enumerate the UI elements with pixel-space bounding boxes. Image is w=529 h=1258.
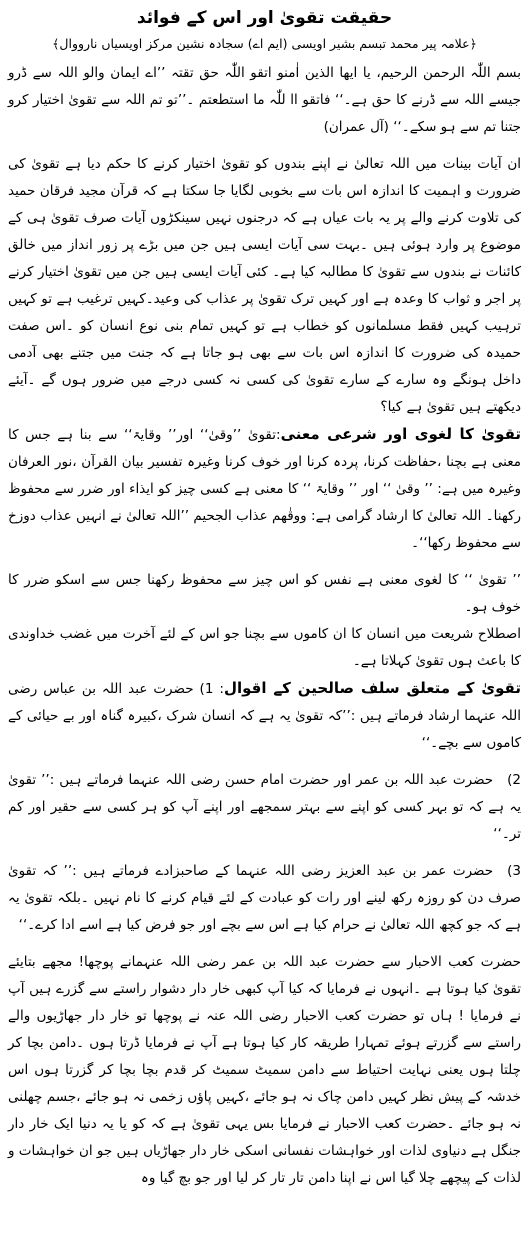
- section-heading-sayings: تقویٰ کے متعلق سلف صالحین کے اقوال: [223, 679, 521, 697]
- paragraph-meaning-text: :تقویٰ ’’وقیٰ‘‘ اور’’ وقایۃ‘‘ سے بنا ہے جس کا معنی ہے بچنا ،حفاظت کرنا، پردہ کرنا اور خوف کرنا وغیرہ تفسیر بیان القرآن ،نور العرفان وغیرہ میں ہے: ’’ وقیٰ ‘‘ اور ’’ وقایۃ ‘‘ کا معنی ہے کسی چیز کو ایذاء اور ضرر سے محفوظ رکھنا۔ اللہ تعالیٰ کا ارشاد گرامی ہے: ووقٰھم عذاب الجحیم ’’اللہ تعالیٰ نے انہیں عذاب دوزخ سے محفوظ رکھا‘‘۔: [8, 427, 521, 551]
- spacer: [8, 848, 521, 858]
- paragraph-verse: بسم اللّٰہ الرحمن الرحیم، یا ایھا الذین اٰمنو اتقو اللّٰہ حق تقتہ ’’اے ایمان والو اللہ سے ڈرو جیسے اللہ سے ڈرنے کا حق ہے۔‘‘ فاتقو اا للّٰہ ما استطعتم ۔’’تو تم اللہ سے تقویٰ اختیار کرو جتنا تم سے ہو سکے۔‘‘ (آل عمران): [8, 65, 521, 135]
- paragraph-sayings: [8, 675, 521, 757]
- spacer: [8, 141, 521, 151]
- section-heading-meaning: تقویٰ کا لغوی اور شرعی معنی: [280, 425, 521, 443]
- saying-3-number: 3): [507, 863, 521, 879]
- spacer: [8, 939, 521, 949]
- spacer: [8, 557, 521, 567]
- saying-3: [8, 858, 521, 939]
- article-title: حقیقت تقویٰ اور اس کے فوائد: [136, 8, 393, 28]
- paragraph-shariah: اصطلاح شریعت میں انسان کا ان کاموں سے بچنا جو اس کے لئے آخرت میں غضب خداوندی کا باعث ہوں تقویٰ کہلاتا ہے۔: [8, 626, 521, 669]
- saying-2-number: 2): [507, 772, 521, 788]
- saying-3-text: حضرت عمر بن عبد العزیز رضی اللہ عنہما کے صاحبزادے فرماتے ہیں :’’ کہ تقویٰ صرف دن کو روزہ رکھ لینے اور رات کو عبادت کے لئے قیام کرنے کا نام نہیں ۔بلکہ تقویٰ یہ ہے کہ جو کچھ اللہ تعالیٰ نے حرام کیا ہے اس سے بچے اور جو فرض کیا ہے اسے ادا کرے۔‘‘: [8, 863, 521, 933]
- paragraph-meaning: [8, 421, 521, 557]
- paragraph-kaab: حضرت کعب الاحبار سے حضرت عبد اللہ بن عمر رضی اللہ عنہمانے پوچھا! مجھے بتایئے تقویٰ کیا ہوتا ہے ۔انہوں نے فرمایا کہ کیا آپ کبھی خار دار دشوار راستے سے گزرے ہیں آپ نے فرمایا ! ہاں تو حضرت کعب الاحبار رضی اللہ عنہ نے پوچھا تو خار دار جھاڑیوں والے راستے سے گزرتے ہوئے تمہارا طریقہ کار کیا ہوتا ہے آپ نے فرمایا ڈرتا ہوں ۔دامن بچا کر چلتا ہوں یعنی نہایت احتیاط سے دامن سمیٹ سمیٹ کر قدم بچا بچا کر گزرتا ہوں اس خدشہ کے پیش نظر کہیں دامن چاک نہ ہو جائے ،کہیں پاؤں زخمی نہ ہو جائے ،جسم چھلنی نہ ہو جائے ۔حضرت کعب الاحبار نے فرمایا بس یہی تقویٰ ہے کہ کو یا یہ دنیا ایک خار دار جنگل ہے دنیاوی لذات اور خواہشات نفسانی اسکی خار دار جھاڑیاں ہیں جو ان خواہشات و لذات کے پیچھے چلا گیا اس نے اپنا دامن تار تار کر لیا اور جو بچ گیا وہ: [8, 954, 521, 1186]
- saying-1-text: : 1) حضرت عبد اللہ بن عباس رضی اللہ عنہما ارشاد فرماتے ہیں :’’کہ تقویٰ یہ ہے کہ انسان شرک ،کبیرہ گناہ اور بے حیائی کے کاموں سے بچے۔‘‘: [8, 681, 521, 751]
- saying-2: [8, 767, 521, 848]
- author-byline: ﴿علامہ پیر محمد تبسم بشیر اویسی (ایم اے) سجادہ نشین مرکز اویسیاں نارووال﴾: [52, 36, 477, 51]
- paragraph-importance: ان آیات بینات میں اللہ تعالیٰ نے اپنے بندوں کو تقویٰ اختیار کرنے کا حکم دیا ہے تقویٰ کی ضرورت و اہمیت کا اندازہ اس بات سے بخوبی لگایا جا سکتا ہے کہ قرآن مجید فرقان حمید کی تلاوت کرنے والے پر یہ بات عیاں ہے کہ درجنوں نہیں سینکڑوں آیات صرف تقویٰ ہی کے موضوع پر وارد ہوئی ہیں ۔بہت سی آیات ایسی ہیں جن میں بڑے پر زور انداز میں خالق کائنات نے بندوں سے تقویٰ کا مطالبہ کیا ہے۔ کئی آیات ایسی ہیں جن میں تقویٰ اختیار کرنے پر اجر و ثواب کا وعدہ ہے اور کہیں ترک تقویٰ پر عذاب کی وعید۔کہیں ترغیب ہے تو کہیں ترہیب کہیں فقط مسلمانوں کو خطاب ہے تو کہیں تمام بنی نوع انسان کو ۔اس صفت حمیدہ کی ضرورت کا اندازہ اس بات سے بھی ہو جاتا ہے کہ جنت میں جتنے بھی آدمی داخل ہونگے وہ سارے کے سارے تقویٰ کی کسی نہ کسی درجے میں ضرور ہوں گے ۔آیئے دیکھتے ہیں تقویٰ ہے کیا؟: [8, 156, 521, 415]
- saying-2-text: حضرت عبد اللہ بن عمر اور حضرت امام حسن رضی اللہ عنہما فرماتے ہیں :’’ تقویٰ یہ ہے کہ تو بہر کسی کو اپنے سے بہتر سمجھے اور اپنے آپ کو ہر کسی سے حقیر اور کم تر۔‘‘: [8, 772, 521, 842]
- paragraph-lexical: ’’ تقویٰ ‘‘ کا لغوی معنی ہے نفس کو اس چیز سے محفوظ رکھنا جس سے اسکو ضرر کا خوف ہو۔: [8, 572, 521, 615]
- spacer: [8, 757, 521, 767]
